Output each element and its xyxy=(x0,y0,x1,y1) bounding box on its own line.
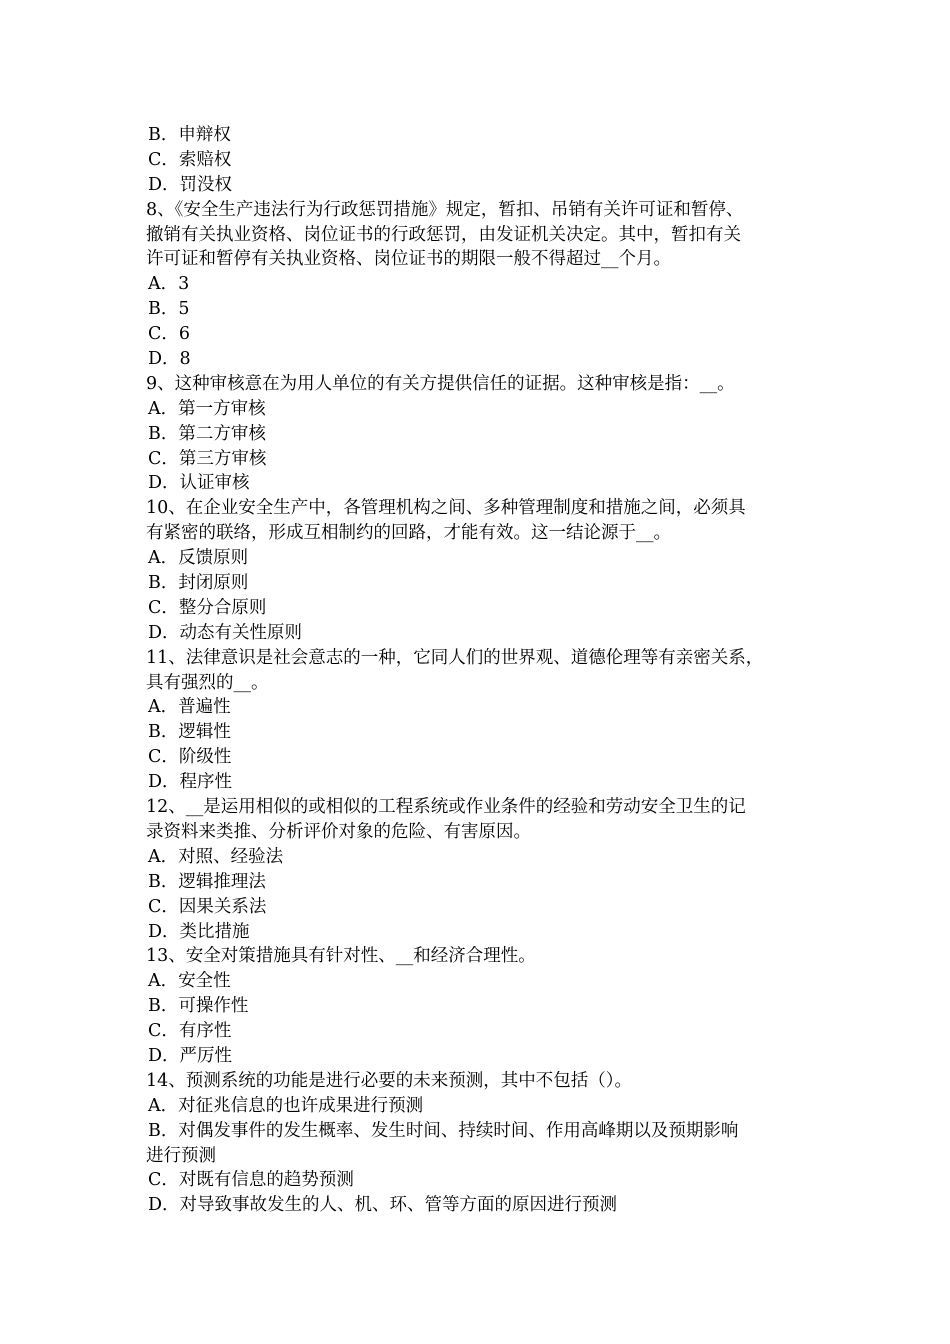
question-11-line-1: 11、法律意识是社会意志的一种，它同人们的世界观、道德伦理等有亲密关系， xyxy=(146,647,764,668)
option-c-q14: C．对既有信息的趋势预测 xyxy=(148,1170,354,1191)
option-b-q9: B．第二方审核 xyxy=(148,423,266,444)
option-c-q8: C．6 xyxy=(148,324,191,345)
question-12-line-1: 12、__是运用相似的或相似的工程系统或作业条件的经验和劳动安全卫生的记 xyxy=(146,797,746,818)
option-d-q10: D．动态有关性原则 xyxy=(148,622,303,643)
option-b-q7: B．申辩权 xyxy=(148,125,231,145)
question-13-line-1: 13、安全对策措施具有针对性、__和经济合理性。 xyxy=(146,946,536,967)
option-d-q11: D．程序性 xyxy=(148,772,233,793)
option-b-q8: B．5 xyxy=(148,299,190,320)
option-d-q13: D．严厉性 xyxy=(148,1045,233,1066)
option-d-q9: D．认证审核 xyxy=(148,473,250,494)
option-b-q10: B．封闭原则 xyxy=(148,573,249,594)
question-11-line-2: 具有强烈的__。 xyxy=(146,672,269,693)
option-c-q10: C．整分合原则 xyxy=(148,597,267,618)
option-b-q13: B．可操作性 xyxy=(148,996,249,1017)
option-c-q9: C．第三方审核 xyxy=(148,448,267,469)
option-a-q13: A．安全性 xyxy=(148,971,231,992)
option-a-q14: A．对征兆信息的也许成果进行预测 xyxy=(148,1095,424,1116)
option-d-q7: D．罚没权 xyxy=(148,174,233,195)
option-a-q9: A．第一方审核 xyxy=(148,398,266,419)
question-14-line-1: 14、预测系统的功能是进行必要的未来预测，其中不包括（）。 xyxy=(146,1070,633,1091)
question-10-line-2: 有紧密的联络，形成互相制约的回路，才能有效。这一结论源于__。 xyxy=(146,523,671,544)
option-c-q11: C．阶级性 xyxy=(148,747,232,768)
option-a-q8: A．3 xyxy=(148,274,190,295)
question-8-line-3: 许可证和暂停有关执业资格、岗位证书的期限一般不得超过__个月。 xyxy=(146,249,671,270)
option-d-q8: D．8 xyxy=(148,349,191,370)
option-b-q14-line-2: 进行预测 xyxy=(146,1145,216,1166)
option-b-q12: B．逻辑推理法 xyxy=(148,871,266,892)
question-10-line-1: 10、在企业安全生产中，各管理机构之间、多种管理制度和措施之间，必须具 xyxy=(146,498,746,519)
option-b-q14-line-1: B．对偶发事件的发生概率、发生时间、持续时间、作用高峰期以及预期影响 xyxy=(148,1120,739,1141)
option-c-q13: C．有序性 xyxy=(148,1021,232,1042)
option-d-q12: D．类比措施 xyxy=(148,921,250,942)
option-a-q10: A．反馈原则 xyxy=(148,548,249,569)
question-9-line-1: 9、这种审核意在为用人单位的有关方提供信任的证据。这种审核是指：__。 xyxy=(146,373,735,394)
document-page xyxy=(146,123,826,1218)
question-8-line-2: 撤销有关执业资格、岗位证书的行政惩罚，由发证机关决定。其中，暂扣有关 xyxy=(146,224,741,245)
option-c-q12: C．因果关系法 xyxy=(148,896,267,917)
question-12-line-2: 录资料来类推、分析评价对象的危险、有害原因。 xyxy=(146,821,531,842)
option-a-q11: A．普遍性 xyxy=(148,697,231,718)
question-8-line-1: 8、《安全生产违法行为行政惩罚措施》规定，暂扣、吊销有关许可证和暂停、 xyxy=(146,199,744,220)
option-d-q14: D．对导致事故发生的人、机、环、管等方面的原因进行预测 xyxy=(148,1195,618,1216)
option-a-q12: A．对照、经验法 xyxy=(148,846,284,867)
option-c-q7: C．索赔权 xyxy=(148,149,232,170)
option-b-q11: B．逻辑性 xyxy=(148,722,231,743)
